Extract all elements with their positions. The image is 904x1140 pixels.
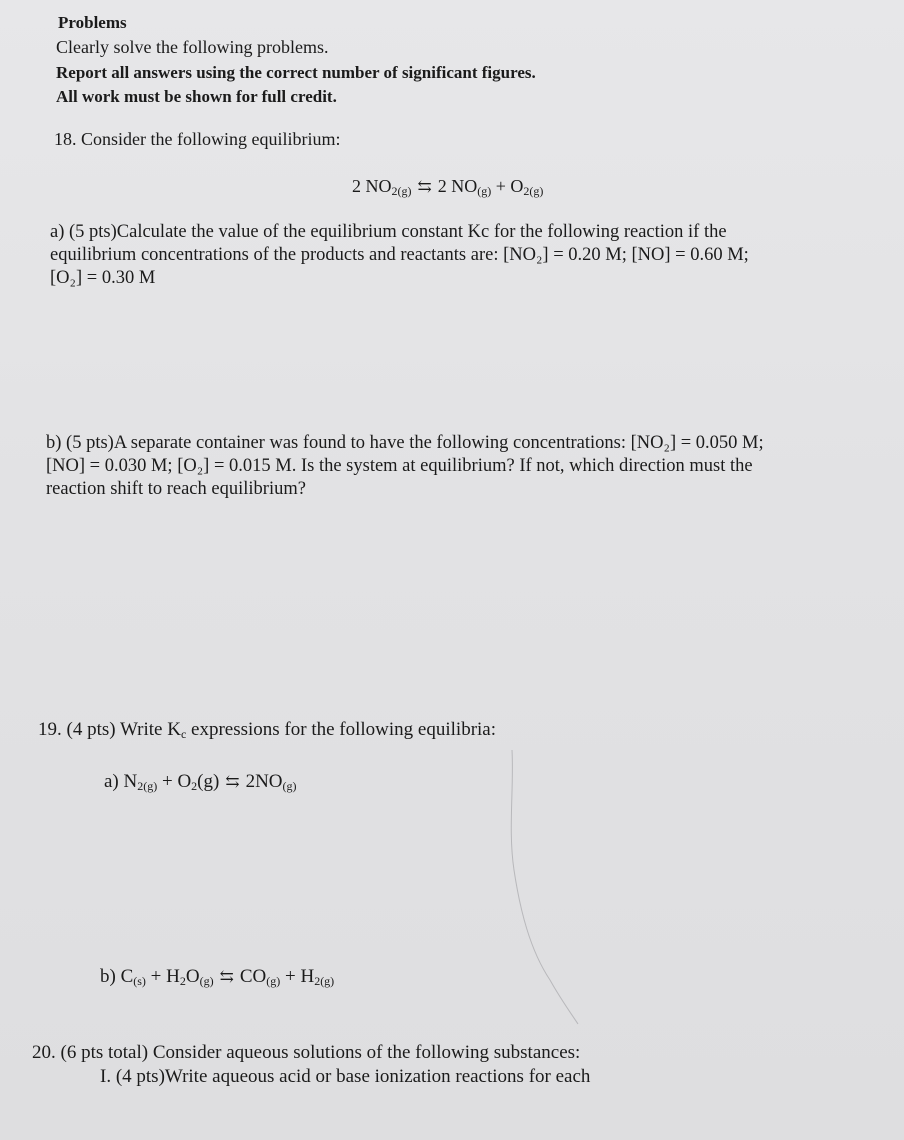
instruction-solve: Clearly solve the following problems. — [56, 37, 329, 57]
eq-sub: 2 — [179, 974, 186, 988]
eq-sub: 2(g) — [523, 184, 544, 198]
q19-kc-sub: c — [180, 727, 187, 741]
eq-sub: (g) — [199, 974, 214, 988]
equilibrium-arrow-icon: ⇆ — [225, 772, 240, 791]
eq-sub: 2(g) — [391, 184, 412, 198]
eq-reactant: 2 NO — [352, 176, 392, 196]
instruction-sig-figs: Report all answers using the correct number of significant figures. — [56, 63, 536, 82]
q19b-reactant-c: b) C — [100, 966, 134, 987]
question-18a-line-1: a) (5 pts)Calculate the value of the equilibrium constant Kc for the following reaction if the — [50, 222, 727, 242]
question-19a-equation — [104, 771, 297, 793]
question-18-equation — [352, 175, 543, 198]
eq-sub: (g) — [477, 184, 492, 198]
eq-sub: (s) — [133, 974, 146, 988]
question-18b-line-3: reaction shift to reach equilibrium? — [46, 479, 306, 499]
eq-product-o2: + O — [495, 176, 524, 196]
equilibrium-arrow-icon: ⇆ — [417, 177, 432, 196]
question-18b-line-2: [NO] = 0.030 M; [O₂] = 0.015 M. Is the system at equilibrium? If not, which direction must the — [46, 456, 753, 476]
page-title: Problems — [58, 13, 127, 32]
eq-sub: (g) — [266, 974, 281, 988]
equilibrium-arrow-icon: ⇆ — [219, 967, 234, 986]
q19a-reactant-n2: a) N — [104, 771, 138, 792]
question-18a-line-3: [O₂] = 0.30 M — [50, 268, 156, 288]
q19b-product-h2: + H — [280, 966, 315, 987]
eq-sub: 2(g) — [137, 779, 158, 793]
eq-sub: 2(g) — [314, 974, 335, 988]
q19a-product: 2NO — [245, 771, 283, 792]
question-18-stem: 18. Consider the following equilibrium: — [54, 129, 341, 149]
question-20-part-1: I. (4 pts)Write aqueous acid or base ionization reactions for each — [100, 1066, 591, 1087]
q19-stem-part1: 19. (4 pts) Write K — [38, 719, 181, 740]
eq-product-no: 2 NO — [437, 176, 478, 196]
q19a-state: (g) — [197, 771, 220, 792]
q19b-product-co: CO — [239, 966, 267, 987]
q19a-plus-o2: + O — [157, 771, 192, 792]
eq-sub: (g) — [282, 779, 297, 793]
instruction-show-work: All work must be shown for full credit. — [56, 87, 337, 106]
paper-fiber-mark — [500, 750, 590, 1030]
question-20-stem: 20. (6 pts total) Consider aqueous solutions of the following substances: — [32, 1042, 581, 1063]
q19b-plus-h: + H — [145, 966, 180, 987]
q19b-o: O — [185, 966, 200, 987]
q19-stem-part2: expressions for the following equilibria: — [186, 719, 497, 740]
eq-sub: 2 — [191, 779, 198, 793]
question-19-stem — [38, 719, 496, 741]
question-18a-line-2: equilibrium concentrations of the products and reactants are: [NO₂] = 0.20 M; [NO] = 0.60 M; — [50, 245, 749, 265]
question-19b-equation — [100, 966, 334, 988]
question-18b-line-1: b) (5 pts)A separate container was found to have the following concentrations: [NO₂] = 0.050 M; — [46, 433, 764, 453]
